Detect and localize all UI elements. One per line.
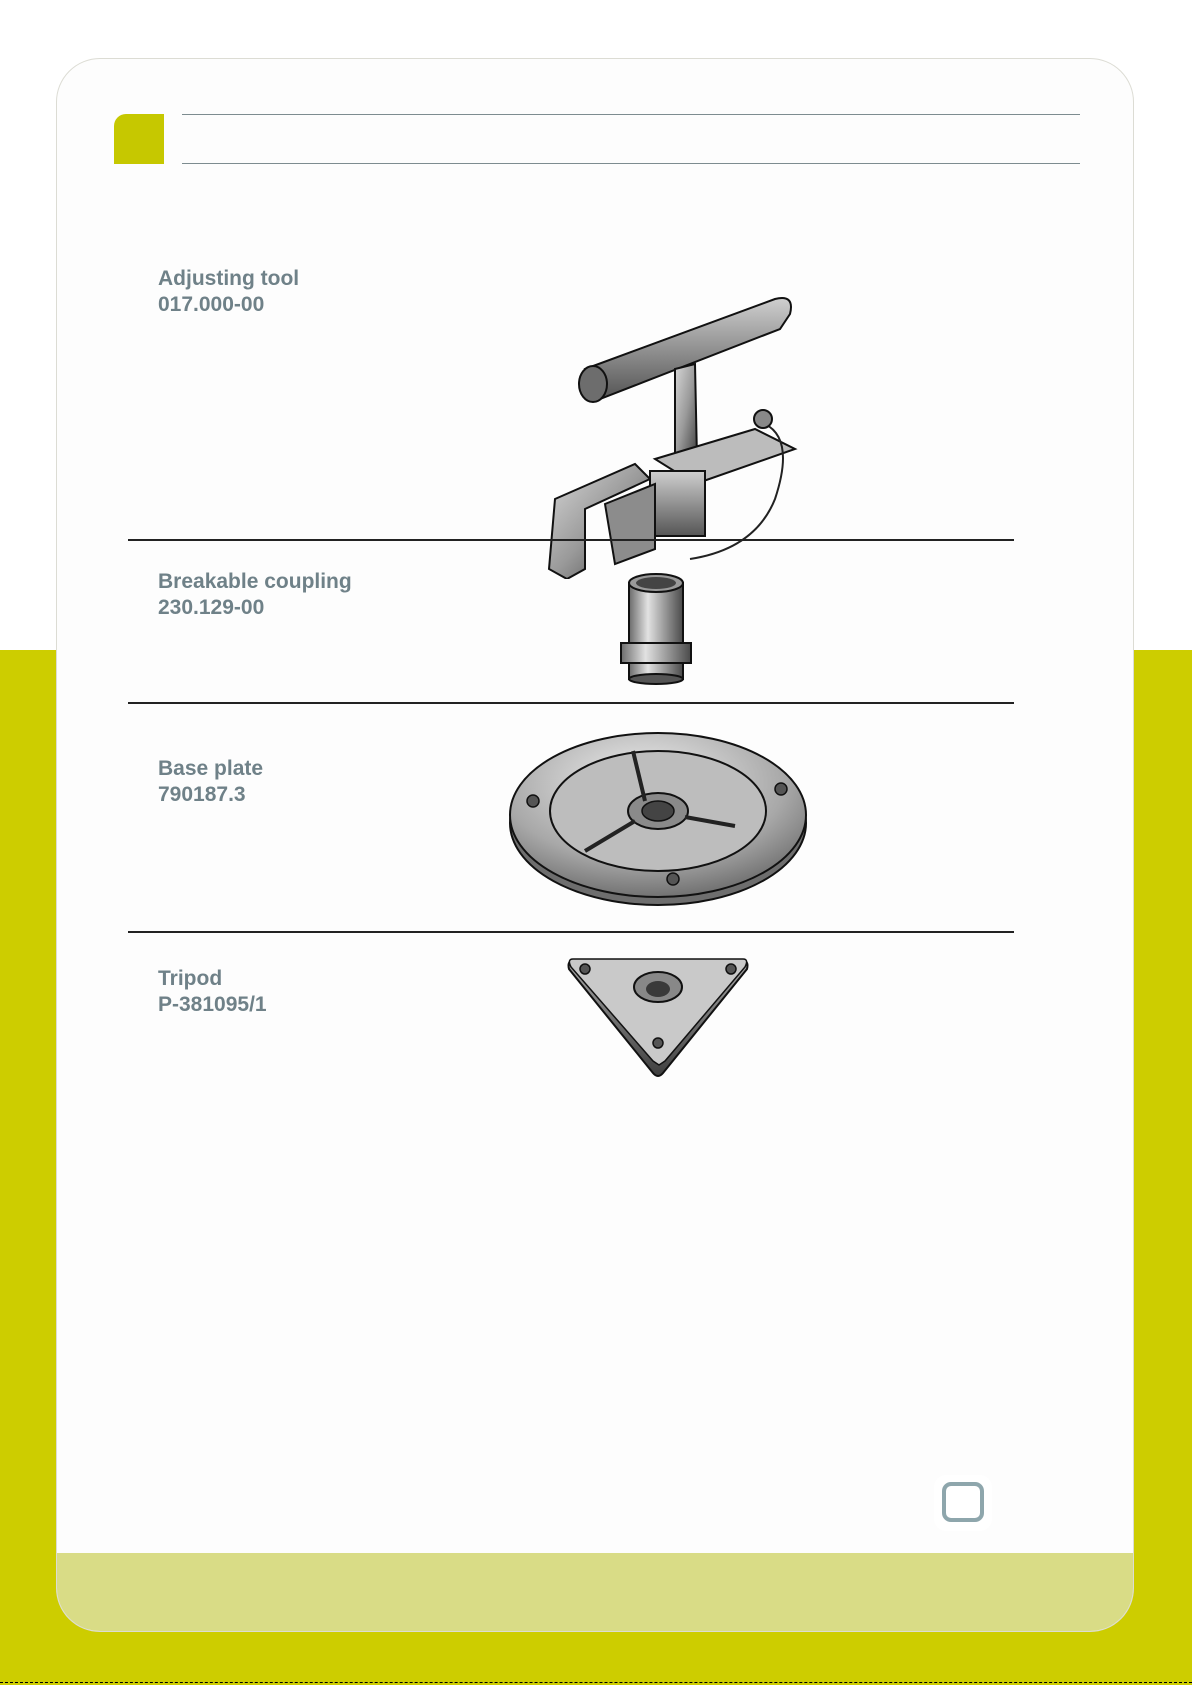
item-name: Base plate [158,757,264,780]
item-code: 017.000-00 [158,293,265,316]
item-name: Adjusting tool [158,267,300,290]
page-edge-line [0,1682,1192,1684]
header-rule-top [182,114,1080,115]
divider-1 [128,539,1014,541]
item-code: 230.129-00 [158,596,265,619]
page-number-frame [942,1482,984,1522]
item-tripod [158,966,267,1018]
item-name: Breakable coupling [158,570,352,593]
item-base-plate [158,756,263,808]
section-marker [114,114,164,164]
item-code: 790187.3 [158,783,246,806]
divider-3 [128,931,1014,933]
item-breakable-coupling [158,569,352,621]
adjusting-tool-figure [525,239,835,579]
page-card [56,58,1134,1632]
tripod-figure [565,955,751,1079]
item-code: P-381095/1 [158,993,267,1016]
footer-band [57,1553,1133,1631]
item-adjusting-tool [158,266,299,318]
header-rule-bottom [182,163,1080,164]
item-name: Tripod [158,967,223,990]
page-number-box [934,1475,992,1531]
breakable-coupling-figure [617,571,697,686]
base-plate-figure [505,721,811,911]
divider-2 [128,702,1014,704]
